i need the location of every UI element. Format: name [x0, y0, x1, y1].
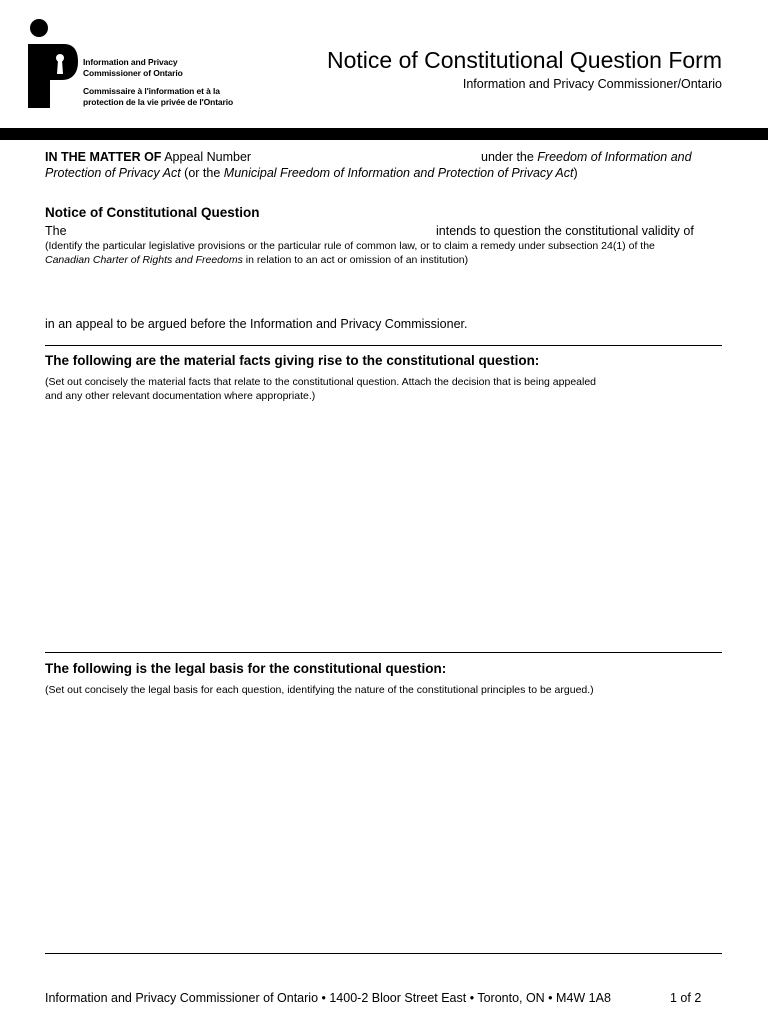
notice-intends-label: intends to question the constitutional validity of: [436, 224, 694, 238]
party-name-field[interactable]: [75, 222, 431, 239]
legal-instructions: (Set out concisely the legal basis for each question, identifying the nature of the constitutional principles to be argued.): [45, 684, 594, 696]
page-number: 1 of 2: [670, 991, 702, 1005]
legal-heading: The following is the legal basis for the constitutional question:: [45, 661, 447, 676]
header-divider-bar: [0, 128, 768, 140]
notice-instructions: (Identify the particular legislative provisions or the particular rule of common law, or to claim a remedy under subsection 24(1) of the Canadian Charter of Rights and Freedoms in relation to an act or omission of an institution): [45, 240, 655, 266]
notice-heading: Notice of Constitutional Question: [45, 205, 260, 220]
appeal-number-field[interactable]: [278, 148, 474, 165]
matter-line-1: IN THE MATTER OF Appeal Number: [45, 150, 252, 164]
section-divider: [45, 652, 722, 653]
material-facts-field[interactable]: [45, 408, 722, 644]
footer-address: Information and Privacy Commissioner of Ontario • 1400-2 Bloor Street East • Toronto, ON • M4W 1A8: [45, 991, 611, 1005]
page-subtitle: Information and Privacy Commissioner/Ontario: [462, 77, 722, 91]
page-title: Notice of Constitutional Question Form: [326, 47, 722, 73]
appeal-statement: in an appeal to be argued before the Information and Privacy Commissioner.: [45, 317, 468, 331]
matter-line-1-act: under the Freedom of Information and: [481, 150, 692, 164]
logo-text-french: Commissaire à l'information et à la protection de la vie privée de l'Ontario: [83, 86, 234, 107]
footer-divider: [45, 953, 722, 954]
provisions-field[interactable]: [45, 270, 722, 310]
legal-basis-field[interactable]: [45, 704, 722, 944]
facts-instructions: (Set out concisely the material facts that relate to the constitutional question. Attach the decision that is being appealed and any other relevant documentation where appropriate.): [45, 376, 597, 402]
matter-line-2: Protection of Privacy Act (or the Municipal Freedom of Information and Protection of Privacy Act): [45, 166, 578, 180]
notice-the-label: The: [45, 224, 67, 238]
section-divider: [45, 345, 722, 346]
facts-heading: The following are the material facts giving rise to the constitutional question:: [45, 353, 540, 368]
logo-text-english: Information and Privacy Commissioner of Ontario: [83, 57, 183, 78]
ipc-logo-icon: [26, 18, 78, 110]
